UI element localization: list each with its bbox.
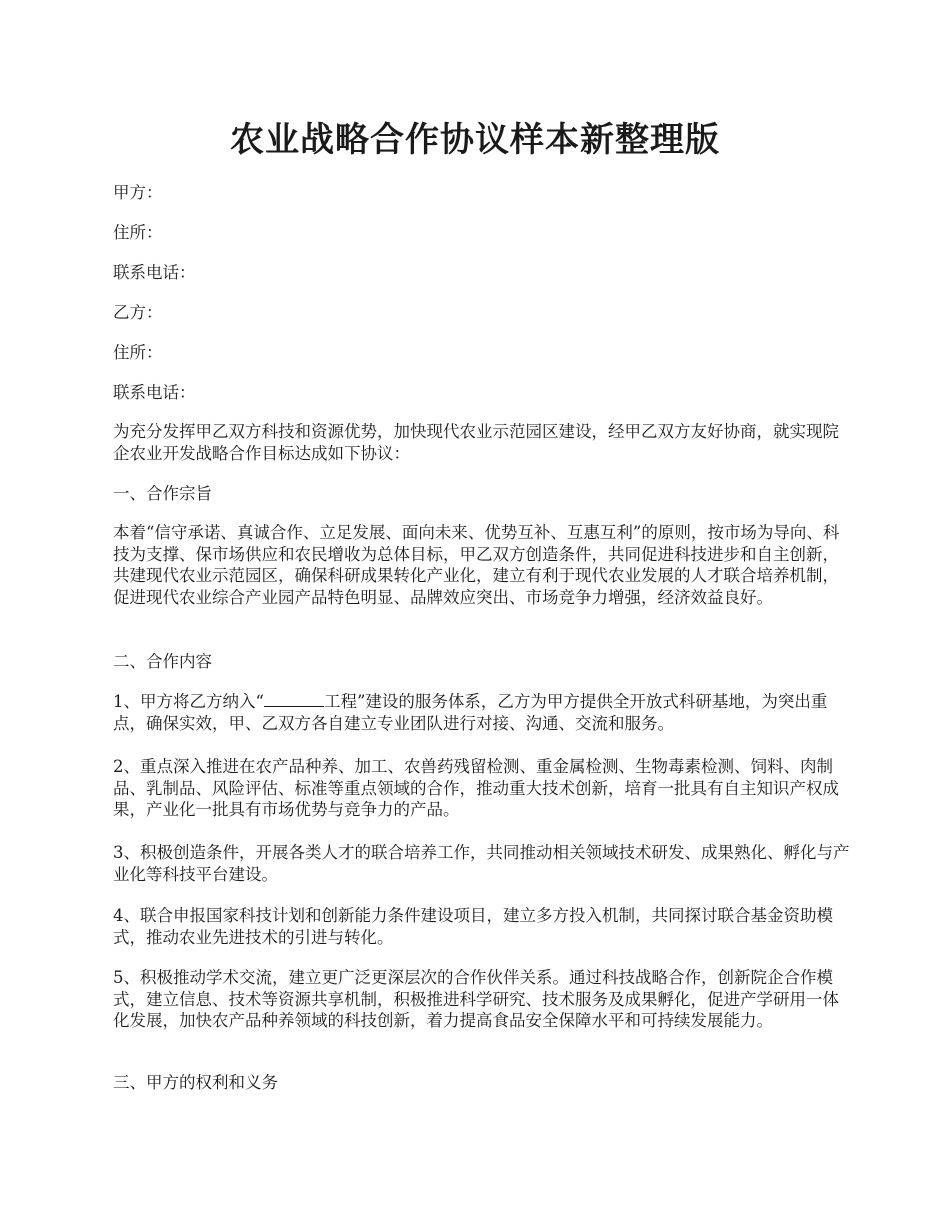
section-2-heading: 二、合作内容 bbox=[113, 652, 212, 671]
section-2-item-3: 3、积极创造条件，开展各类人才的联合培养工作，共同推动相关领域技术研发、成果熟化、孵化与产业化等科技平台建设。 bbox=[113, 843, 850, 884]
blank-underline bbox=[264, 691, 324, 707]
section-1-text: 本着“信守承诺、真诚合作、立足发展、面向未来、优势互补、互惠互利”的原则，按市场为导向、科技为支撑、保市场供应和农民增收为总体目标，甲乙双方创造条件，共同促进科技进步和自主创新，共建现代农业示范园区，确保科研成果转化产业化，建立有利于现代农业发展的人才联合培养机制，促进现代农业综合产业园产品特色明显、品牌效应突出、市场竞争力增强，经济效益良好。 bbox=[113, 523, 840, 607]
section-2-item-4: 4、联合申报国家科技计划和创新能力条件建设项目，建立多方投入机制，共同探讨联合基金资助模式，推动农业先进技术的引进与转化。 bbox=[113, 906, 833, 947]
party-a-phone-label: 联系电话： bbox=[113, 263, 196, 282]
section-3-heading: 三、甲方的权利和义务 bbox=[113, 1073, 278, 1092]
party-b-address-label: 住所： bbox=[113, 343, 163, 362]
party-a-address-label: 住所： bbox=[113, 223, 163, 242]
section-2-item-1 bbox=[113, 691, 855, 734]
party-b-name-label: 乙方： bbox=[113, 303, 163, 322]
section-1-heading: 一、合作宗旨 bbox=[113, 484, 212, 503]
section-2-item-5: 5、积极推动学术交流，建立更广泛更深层次的合作伙伴关系。通过科技战略合作，创新院企合作模式，建立信息、技术等资源共享机制，积极推进科学研究、技术服务及成果孵化，促进产学研用一体化发展，加快农产品种养领域的科技创新，着力提高食品安全保障水平和可持续发展能力。 bbox=[113, 968, 839, 1030]
item-1-suffix: 工程”建设的服务体系，乙方为甲方提供全开放式科研基地，为突出重点，确保实效，甲、乙双方各自建立专业团队进行对接、沟通、交流和服务。 bbox=[113, 692, 828, 733]
section-2-item-2: 2、重点深入推进在农产品种养、加工、农兽药残留检测、重金属检测、生物毒素检测、饲料、肉制品、乳制品、风险评估、标准等重点领域的合作，推动重大技术创新，培育一批具有自主知识产权成果，产业化一批具有市场优势与竞争力的产品。 bbox=[113, 757, 839, 819]
page-title: 农业战略合作协议样本新整理版 bbox=[230, 120, 720, 160]
item-1-prefix: 1、甲方将乙方纳入“ bbox=[113, 692, 264, 711]
intro-paragraph: 为充分发挥甲乙双方科技和资源优势，加快现代农业示范园区建设，经甲乙双方友好协商，就实现院企农业开发战略合作目标达成如下协议： bbox=[113, 422, 839, 463]
party-a-name-label: 甲方： bbox=[113, 183, 163, 202]
party-b-phone-label: 联系电话： bbox=[113, 383, 196, 402]
